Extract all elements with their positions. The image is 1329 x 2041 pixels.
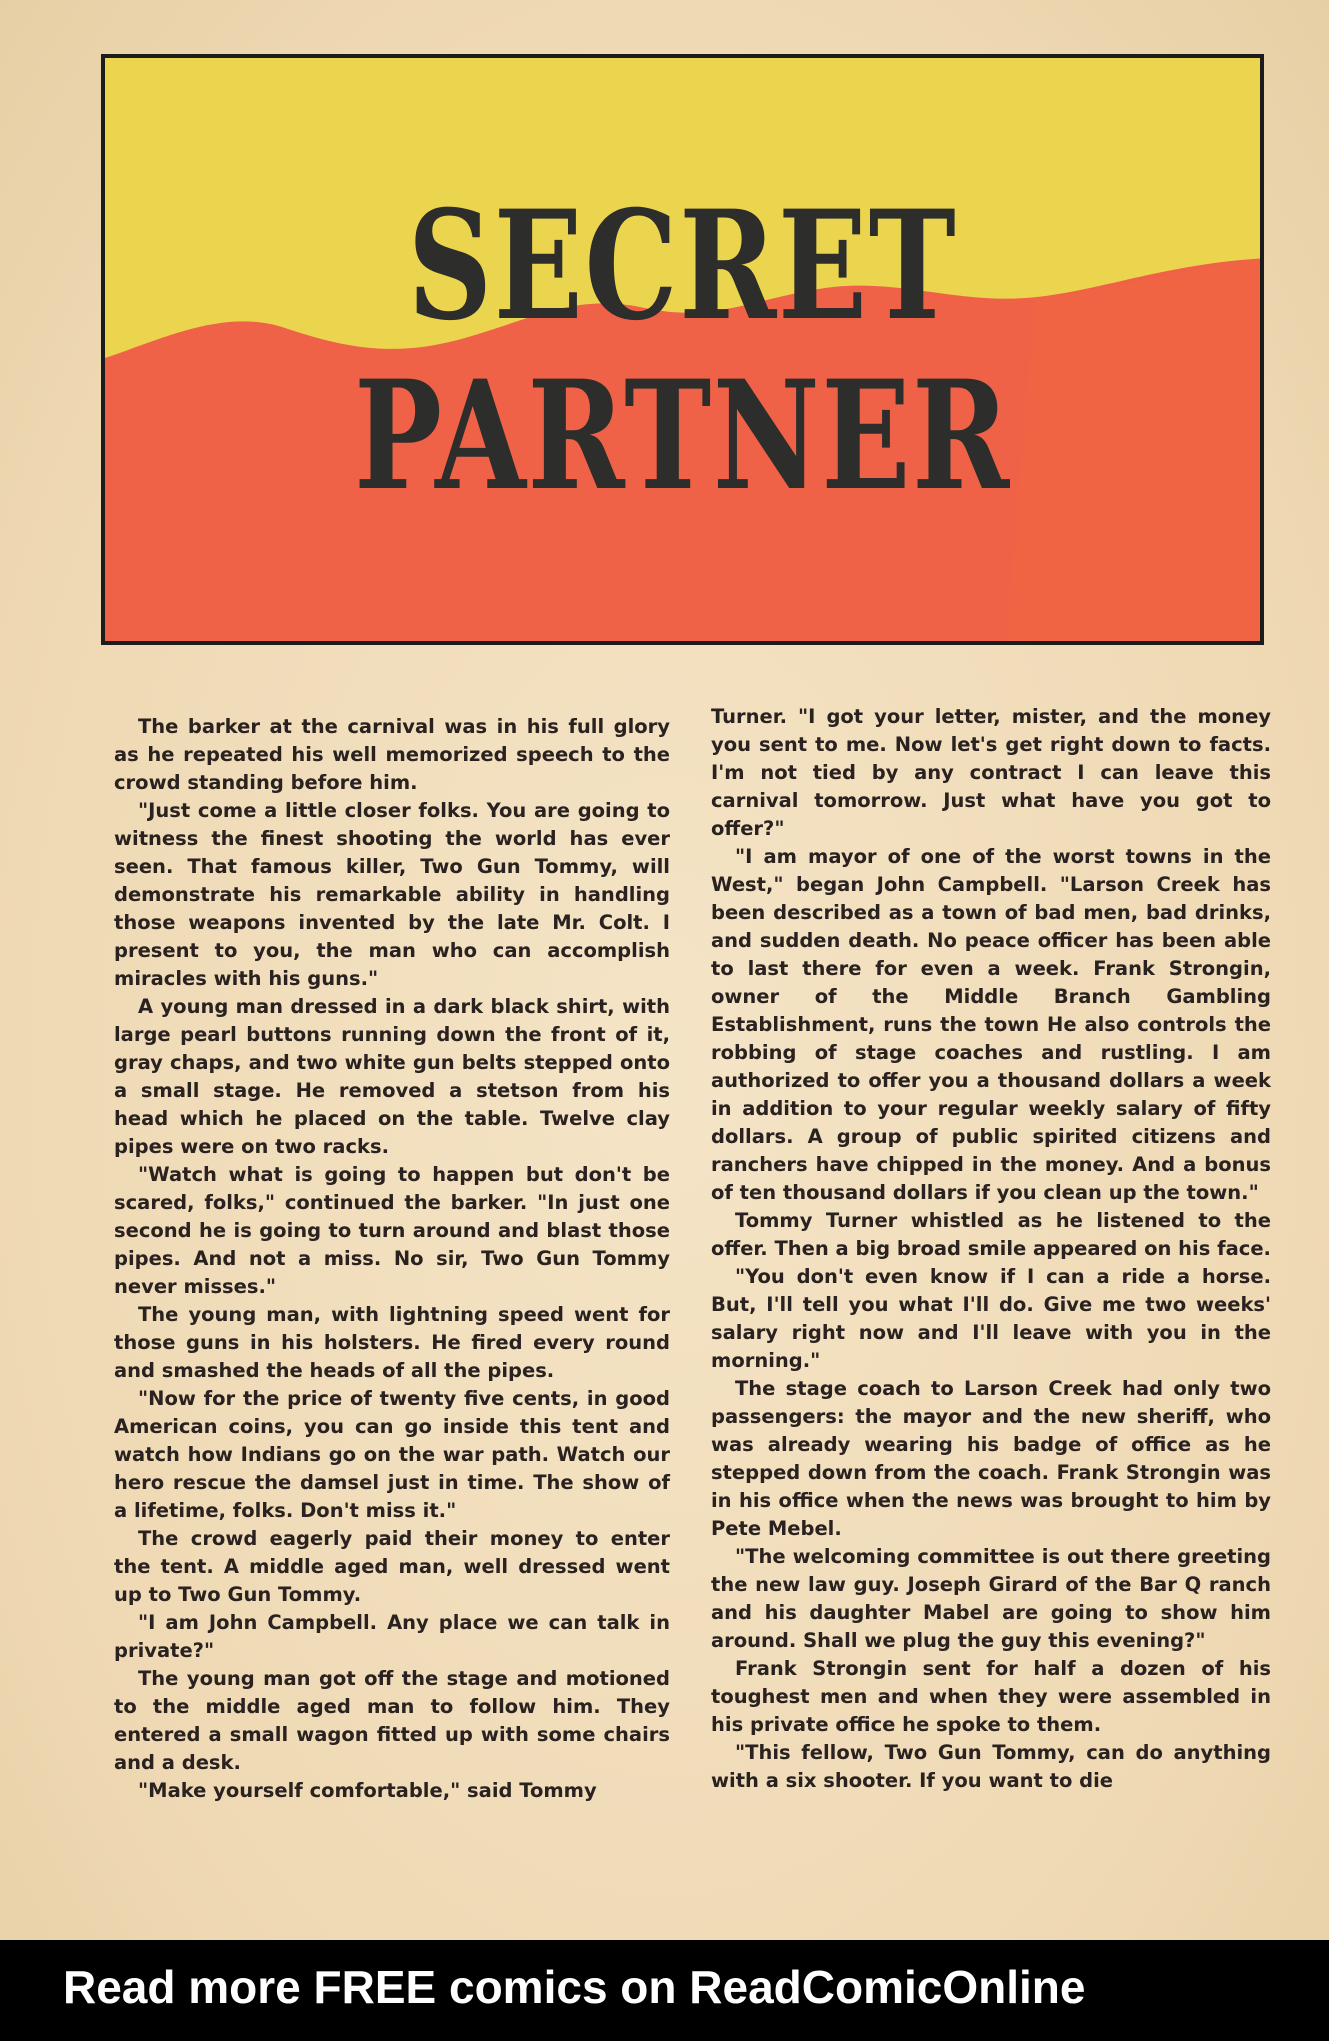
- paragraph: "Now for the price of twenty five cents, in good American coins, you can go inside this tent and watch how Indians go on the war path. Watch our hero rescue the damsel just in time. The show of a lifetime, folks. Don't miss it.": [114, 1387, 670, 1522]
- paragraph: The young man got off the stage and motioned to the middle aged man to follow him. They entered a small wagon fitted up with some chairs and a desk.: [114, 1667, 670, 1774]
- promo-banner-text[interactable]: Read more FREE comics on ReadComicOnline: [63, 1961, 1086, 2013]
- paragraph: "I am mayor of one of the worst towns in the West," began John Campbell. "Larson Creek has been described as a town of bad men, bad drinks, and sudden death. No peace officer has been able to last there for even a week. Frank Strongin, owner of the Middle Branch Gambling Establishment, runs the town He also controls the robbing of stage coaches and rustling. I am authorized to offer you a thousand dollars a week in addition to your regular weekly salary of fifty dollars. A group of public spirited citizens and ranchers have chipped in the money. And a bonus of ten thousand dollars if you clean up the town.": [711, 845, 1271, 1204]
- story-column-right: [711, 703, 1271, 1795]
- paragraph: "This fellow, Two Gun Tommy, can do anything with a six shooter. If you want to die: [711, 1741, 1271, 1792]
- paragraph-continuation: Turner. "I got your letter, mister, and the money you sent to me. Now let's get right down to facts. I'm not tied by any contract I can leave this carnival tomorrow. Just what have you got to offer?": [711, 705, 1271, 840]
- paragraph: "Just come a little closer folks. You are going to witness the finest shooting the world has ever seen. That famous killer, Two Gun Tommy, will demonstrate his remarkable ability in handling those weapons invented by the late Mr. Colt. I present to you, the man who can accomplish miracles with his guns.": [114, 799, 670, 990]
- paragraph: Tommy Turner whistled as he listened to the offer. Then a big broad smile appeared on his face.: [711, 1209, 1271, 1260]
- paragraph: "The welcoming committee is out there greeting the new law guy. Joseph Girard of the Bar Q ranch and his daughter Mabel are going to show him around. Shall we plug the guy this evening?": [711, 1545, 1271, 1652]
- paragraph: "You don't even know if I can a ride a horse. But, I'll tell you what I'll do. Give me two weeks' salary right now and I'll leave with you in the morning.": [711, 1265, 1271, 1372]
- story-column-left: [114, 713, 670, 1805]
- paragraph: A young man dressed in a dark black shirt, with large pearl buttons running down the front of it, gray chaps, and two white gun belts stepped onto a small stage. He removed a stetson from his head which he placed on the table. Twelve clay pipes were on two racks.: [114, 995, 670, 1158]
- promo-banner[interactable]: [0, 1940, 1329, 2041]
- title-panel: [101, 54, 1264, 645]
- paragraph: "Make yourself comfortable," said Tommy: [138, 1779, 597, 1802]
- paragraph: The young man, with lightning speed went for those guns in his holsters. He fired every round and smashed the heads of all the pipes.: [114, 1303, 670, 1382]
- paragraph: "I am John Campbell. Any place we can talk in private?": [114, 1611, 670, 1662]
- paragraph: Frank Strongin sent for half a dozen of his toughest men and when they were assembled in his private office he spoke to them.: [711, 1657, 1271, 1736]
- title-line-1: SECRET: [407, 178, 958, 354]
- paragraph: The crowd eagerly paid their money to enter the tent. A middle aged man, well dressed went up to Two Gun Tommy.: [114, 1527, 670, 1606]
- paragraph: The stage coach to Larson Creek had only two passengers: the mayor and the new sheriff, who was already wearing his badge of office as he stepped down from the coach. Frank Strongin was in his office when the news was brought to him by Pete Mebel.: [711, 1377, 1271, 1540]
- title-line-2: PARTNER: [354, 348, 1011, 524]
- paragraph: The barker at the carnival was in his full glory as he repeated his well memorized speech to the crowd standing before him.: [114, 715, 670, 794]
- paragraph: "Watch what is going to happen but don't be scared, folks," continued the barker. "In just one second he is going to turn around and blast those pipes. And not a miss. No sir, Two Gun Tommy never misses.": [114, 1163, 670, 1298]
